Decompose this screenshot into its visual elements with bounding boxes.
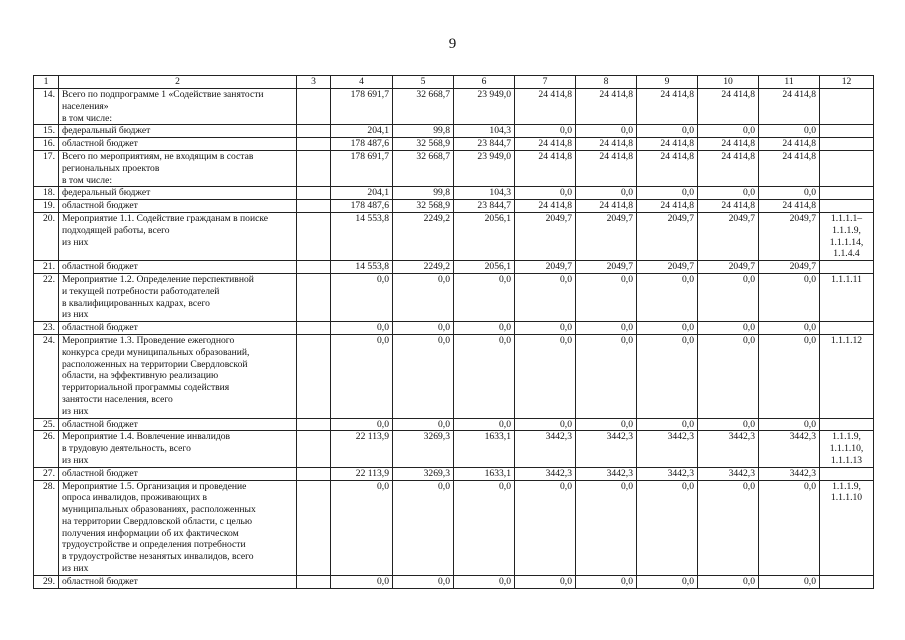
row-value: 0,0 xyxy=(454,322,515,335)
row-code xyxy=(820,261,874,274)
row-value: 24 414,8 xyxy=(515,150,576,186)
row-code xyxy=(820,467,874,480)
row-value: 2056,1 xyxy=(454,212,515,260)
row-value: 0,0 xyxy=(759,322,820,335)
row-number: 26. xyxy=(34,431,59,467)
row-value: 0,0 xyxy=(759,125,820,138)
row-value: 0,0 xyxy=(637,273,698,321)
row-col3 xyxy=(297,261,331,274)
row-value: 3442,3 xyxy=(698,431,759,467)
row-value: 3269,3 xyxy=(393,431,454,467)
row-value: 2056,1 xyxy=(454,261,515,274)
row-number: 29. xyxy=(34,575,59,588)
row-col3 xyxy=(297,418,331,431)
row-value: 104,3 xyxy=(454,125,515,138)
row-col3 xyxy=(297,200,331,213)
row-value: 23 844,7 xyxy=(454,200,515,213)
row-value: 24 414,8 xyxy=(576,150,637,186)
table-row xyxy=(34,125,874,138)
row-value: 0,0 xyxy=(515,575,576,588)
row-value: 2049,7 xyxy=(637,212,698,260)
row-value: 0,0 xyxy=(637,125,698,138)
row-value: 32 568,9 xyxy=(393,138,454,151)
row-col3 xyxy=(297,480,331,575)
row-name: областной бюджет xyxy=(59,467,297,480)
row-value: 0,0 xyxy=(331,273,393,321)
row-name: областной бюджет xyxy=(59,418,297,431)
row-value: 0,0 xyxy=(698,273,759,321)
table-body xyxy=(34,89,874,589)
row-value: 2249,2 xyxy=(393,261,454,274)
row-value: 0,0 xyxy=(759,480,820,575)
row-value: 178 691,7 xyxy=(331,150,393,186)
table-row xyxy=(34,575,874,588)
row-value: 0,0 xyxy=(698,480,759,575)
row-value: 1633,1 xyxy=(454,431,515,467)
row-number: 27. xyxy=(34,467,59,480)
row-value: 24 414,8 xyxy=(515,89,576,125)
row-value: 0,0 xyxy=(331,334,393,418)
row-value: 0,0 xyxy=(637,575,698,588)
row-code xyxy=(820,187,874,200)
row-value: 23 949,0 xyxy=(454,89,515,125)
row-value: 0,0 xyxy=(637,187,698,200)
row-value: 24 414,8 xyxy=(759,150,820,186)
row-value: 2049,7 xyxy=(759,261,820,274)
row-value: 3442,3 xyxy=(576,431,637,467)
row-value: 24 414,8 xyxy=(576,200,637,213)
row-value: 3442,3 xyxy=(637,431,698,467)
row-value: 0,0 xyxy=(393,322,454,335)
row-name: федеральный бюджет xyxy=(59,125,297,138)
row-value: 24 414,8 xyxy=(759,89,820,125)
row-number: 28. xyxy=(34,480,59,575)
row-value: 24 414,8 xyxy=(698,150,759,186)
row-col3 xyxy=(297,575,331,588)
row-name: Мероприятие 1.3. Проведение ежегодного конкурса среди муниципальных образований, расположенных на территории Свердловской области, на эффективную реализацию территориальной программы содействия занятости населения, всего из них xyxy=(59,334,297,418)
header-cell: 12 xyxy=(820,76,874,89)
row-value: 14 553,8 xyxy=(331,212,393,260)
header-cell: 2 xyxy=(59,76,297,89)
row-value: 0,0 xyxy=(698,418,759,431)
row-name: областной бюджет xyxy=(59,575,297,588)
row-value: 0,0 xyxy=(515,322,576,335)
header-cell: 5 xyxy=(393,76,454,89)
row-value: 3442,3 xyxy=(637,467,698,480)
row-value: 0,0 xyxy=(331,418,393,431)
row-name: Мероприятие 1.4. Вовлечение инвалидов в трудовую деятельность, всего из них xyxy=(59,431,297,467)
table-row xyxy=(34,480,874,575)
row-value: 0,0 xyxy=(576,480,637,575)
row-value: 0,0 xyxy=(576,322,637,335)
row-number: 23. xyxy=(34,322,59,335)
row-value: 0,0 xyxy=(759,575,820,588)
table-row xyxy=(34,467,874,480)
row-value: 2049,7 xyxy=(759,212,820,260)
row-value: 0,0 xyxy=(637,334,698,418)
row-value: 0,0 xyxy=(759,334,820,418)
row-value: 178 487,6 xyxy=(331,200,393,213)
header-cell: 8 xyxy=(576,76,637,89)
header-cell: 10 xyxy=(698,76,759,89)
budget-table xyxy=(33,75,874,589)
header-cell: 3 xyxy=(297,76,331,89)
row-code xyxy=(820,322,874,335)
row-value: 24 414,8 xyxy=(576,89,637,125)
row-value: 22 113,9 xyxy=(331,431,393,467)
row-code xyxy=(820,138,874,151)
row-col3 xyxy=(297,89,331,125)
row-value: 0,0 xyxy=(331,322,393,335)
row-value: 3442,3 xyxy=(759,431,820,467)
row-value: 2049,7 xyxy=(515,212,576,260)
row-value: 1633,1 xyxy=(454,467,515,480)
table-row xyxy=(34,273,874,321)
row-value: 0,0 xyxy=(393,418,454,431)
row-name: Мероприятие 1.2. Определение перспективной и текущей потребности работодателей в квалифицированных кадрах, всего из них xyxy=(59,273,297,321)
row-number: 17. xyxy=(34,150,59,186)
row-code xyxy=(820,200,874,213)
row-value: 2049,7 xyxy=(576,261,637,274)
row-value: 24 414,8 xyxy=(515,138,576,151)
row-name: областной бюджет xyxy=(59,200,297,213)
row-value: 0,0 xyxy=(637,418,698,431)
row-value: 24 414,8 xyxy=(637,200,698,213)
row-value: 0,0 xyxy=(698,575,759,588)
row-name: областной бюджет xyxy=(59,261,297,274)
row-number: 15. xyxy=(34,125,59,138)
row-value: 32 668,7 xyxy=(393,89,454,125)
row-number: 20. xyxy=(34,212,59,260)
row-value: 0,0 xyxy=(576,418,637,431)
row-value: 0,0 xyxy=(759,273,820,321)
row-value: 0,0 xyxy=(454,334,515,418)
row-value: 3442,3 xyxy=(698,467,759,480)
row-value: 24 414,8 xyxy=(698,89,759,125)
row-name: Всего по подпрограмме 1 «Содействие занятости населения» в том числе: xyxy=(59,89,297,125)
row-value: 0,0 xyxy=(576,125,637,138)
row-value: 3269,3 xyxy=(393,467,454,480)
row-value: 0,0 xyxy=(454,273,515,321)
table-row xyxy=(34,261,874,274)
row-value: 0,0 xyxy=(454,575,515,588)
row-code: 1.1.1.11 xyxy=(820,273,874,321)
table-row xyxy=(34,150,874,186)
row-value: 0,0 xyxy=(515,125,576,138)
row-value: 2249,2 xyxy=(393,212,454,260)
table-row xyxy=(34,89,874,125)
header-cell: 7 xyxy=(515,76,576,89)
header-cell: 6 xyxy=(454,76,515,89)
row-value: 0,0 xyxy=(393,575,454,588)
row-number: 21. xyxy=(34,261,59,274)
page-number: 9 xyxy=(448,36,457,52)
row-name: областной бюджет xyxy=(59,322,297,335)
row-code: 1.1.1.12 xyxy=(820,334,874,418)
row-value: 0,0 xyxy=(637,322,698,335)
row-col3 xyxy=(297,431,331,467)
table-row xyxy=(34,431,874,467)
row-value: 24 414,8 xyxy=(698,200,759,213)
row-value: 3442,3 xyxy=(515,467,576,480)
row-value: 24 414,8 xyxy=(576,138,637,151)
row-number: 16. xyxy=(34,138,59,151)
row-col3 xyxy=(297,322,331,335)
table-row xyxy=(34,187,874,200)
row-number: 24. xyxy=(34,334,59,418)
row-value: 178 691,7 xyxy=(331,89,393,125)
row-value: 104,3 xyxy=(454,187,515,200)
table-row xyxy=(34,212,874,260)
row-value: 24 414,8 xyxy=(759,138,820,151)
row-name: Всего по мероприятиям, не входящим в состав региональных проектов в том числе: xyxy=(59,150,297,186)
row-value: 0,0 xyxy=(576,334,637,418)
row-value: 0,0 xyxy=(454,480,515,575)
table-row xyxy=(34,200,874,213)
row-name: федеральный бюджет xyxy=(59,187,297,200)
row-value: 99,8 xyxy=(393,187,454,200)
row-value: 24 414,8 xyxy=(759,200,820,213)
row-col3 xyxy=(297,187,331,200)
row-value: 0,0 xyxy=(576,187,637,200)
table-row xyxy=(34,334,874,418)
row-value: 0,0 xyxy=(454,418,515,431)
header-cell: 9 xyxy=(637,76,698,89)
row-value: 22 113,9 xyxy=(331,467,393,480)
table-row xyxy=(34,418,874,431)
row-value: 32 568,9 xyxy=(393,200,454,213)
row-value: 32 668,7 xyxy=(393,150,454,186)
row-col3 xyxy=(297,138,331,151)
header-cell: 1 xyxy=(34,76,59,89)
row-number: 25. xyxy=(34,418,59,431)
row-value: 0,0 xyxy=(759,418,820,431)
row-value: 3442,3 xyxy=(576,467,637,480)
row-col3 xyxy=(297,212,331,260)
row-col3 xyxy=(297,273,331,321)
row-value: 204,1 xyxy=(331,187,393,200)
row-value: 14 553,8 xyxy=(331,261,393,274)
row-value: 0,0 xyxy=(331,575,393,588)
row-number: 14. xyxy=(34,89,59,125)
row-value: 0,0 xyxy=(759,187,820,200)
row-value: 2049,7 xyxy=(515,261,576,274)
row-value: 0,0 xyxy=(515,187,576,200)
row-code xyxy=(820,418,874,431)
row-value: 0,0 xyxy=(515,273,576,321)
row-value: 24 414,8 xyxy=(637,138,698,151)
row-col3 xyxy=(297,467,331,480)
row-value: 0,0 xyxy=(698,322,759,335)
row-value: 2049,7 xyxy=(698,212,759,260)
row-value: 0,0 xyxy=(515,480,576,575)
row-value: 2049,7 xyxy=(576,212,637,260)
row-value: 0,0 xyxy=(393,480,454,575)
row-value: 23 844,7 xyxy=(454,138,515,151)
row-value: 2049,7 xyxy=(698,261,759,274)
row-value: 0,0 xyxy=(698,334,759,418)
row-value: 0,0 xyxy=(393,334,454,418)
row-value: 0,0 xyxy=(576,273,637,321)
row-value: 3442,3 xyxy=(759,467,820,480)
row-name: Мероприятие 1.1. Содействие гражданам в поиске подходящей работы, всего из них xyxy=(59,212,297,260)
row-value: 99,8 xyxy=(393,125,454,138)
row-value: 24 414,8 xyxy=(637,89,698,125)
row-value: 3442,3 xyxy=(515,431,576,467)
row-value: 0,0 xyxy=(393,273,454,321)
row-code xyxy=(820,575,874,588)
row-code xyxy=(820,125,874,138)
table-row xyxy=(34,322,874,335)
table-row xyxy=(34,138,874,151)
row-code: 1.1.1.9, 1.1.1.10, 1.1.1.13 xyxy=(820,431,874,467)
row-value: 0,0 xyxy=(637,480,698,575)
row-value: 0,0 xyxy=(698,187,759,200)
header-cell: 11 xyxy=(759,76,820,89)
row-name: Мероприятие 1.5. Организация и проведение опроса инвалидов, проживающих в муниципальных образованиях, расположенных на территории Свердловской области, с целью получения информации об их фактическом трудоустройстве и определения потребности в трудоустройстве незанятых инвалидов, всего из них xyxy=(59,480,297,575)
row-col3 xyxy=(297,150,331,186)
header-row xyxy=(34,76,874,89)
row-col3 xyxy=(297,334,331,418)
row-value: 0,0 xyxy=(576,575,637,588)
row-value: 204,1 xyxy=(331,125,393,138)
header-cell: 4 xyxy=(331,76,393,89)
row-col3 xyxy=(297,125,331,138)
row-code: 1.1.1.1– 1.1.1.9, 1.1.1.14, 1.1.4.4 xyxy=(820,212,874,260)
row-value: 0,0 xyxy=(331,480,393,575)
row-number: 19. xyxy=(34,200,59,213)
row-code xyxy=(820,150,874,186)
row-code: 1.1.1.9, 1.1.1.10 xyxy=(820,480,874,575)
row-value: 178 487,6 xyxy=(331,138,393,151)
row-value: 23 949,0 xyxy=(454,150,515,186)
row-value: 24 414,8 xyxy=(515,200,576,213)
row-value: 24 414,8 xyxy=(637,150,698,186)
row-code xyxy=(820,89,874,125)
row-value: 0,0 xyxy=(698,125,759,138)
row-number: 18. xyxy=(34,187,59,200)
row-value: 24 414,8 xyxy=(698,138,759,151)
row-value: 0,0 xyxy=(515,418,576,431)
row-number: 22. xyxy=(34,273,59,321)
row-value: 2049,7 xyxy=(637,261,698,274)
row-name: областной бюджет xyxy=(59,138,297,151)
row-value: 0,0 xyxy=(515,334,576,418)
